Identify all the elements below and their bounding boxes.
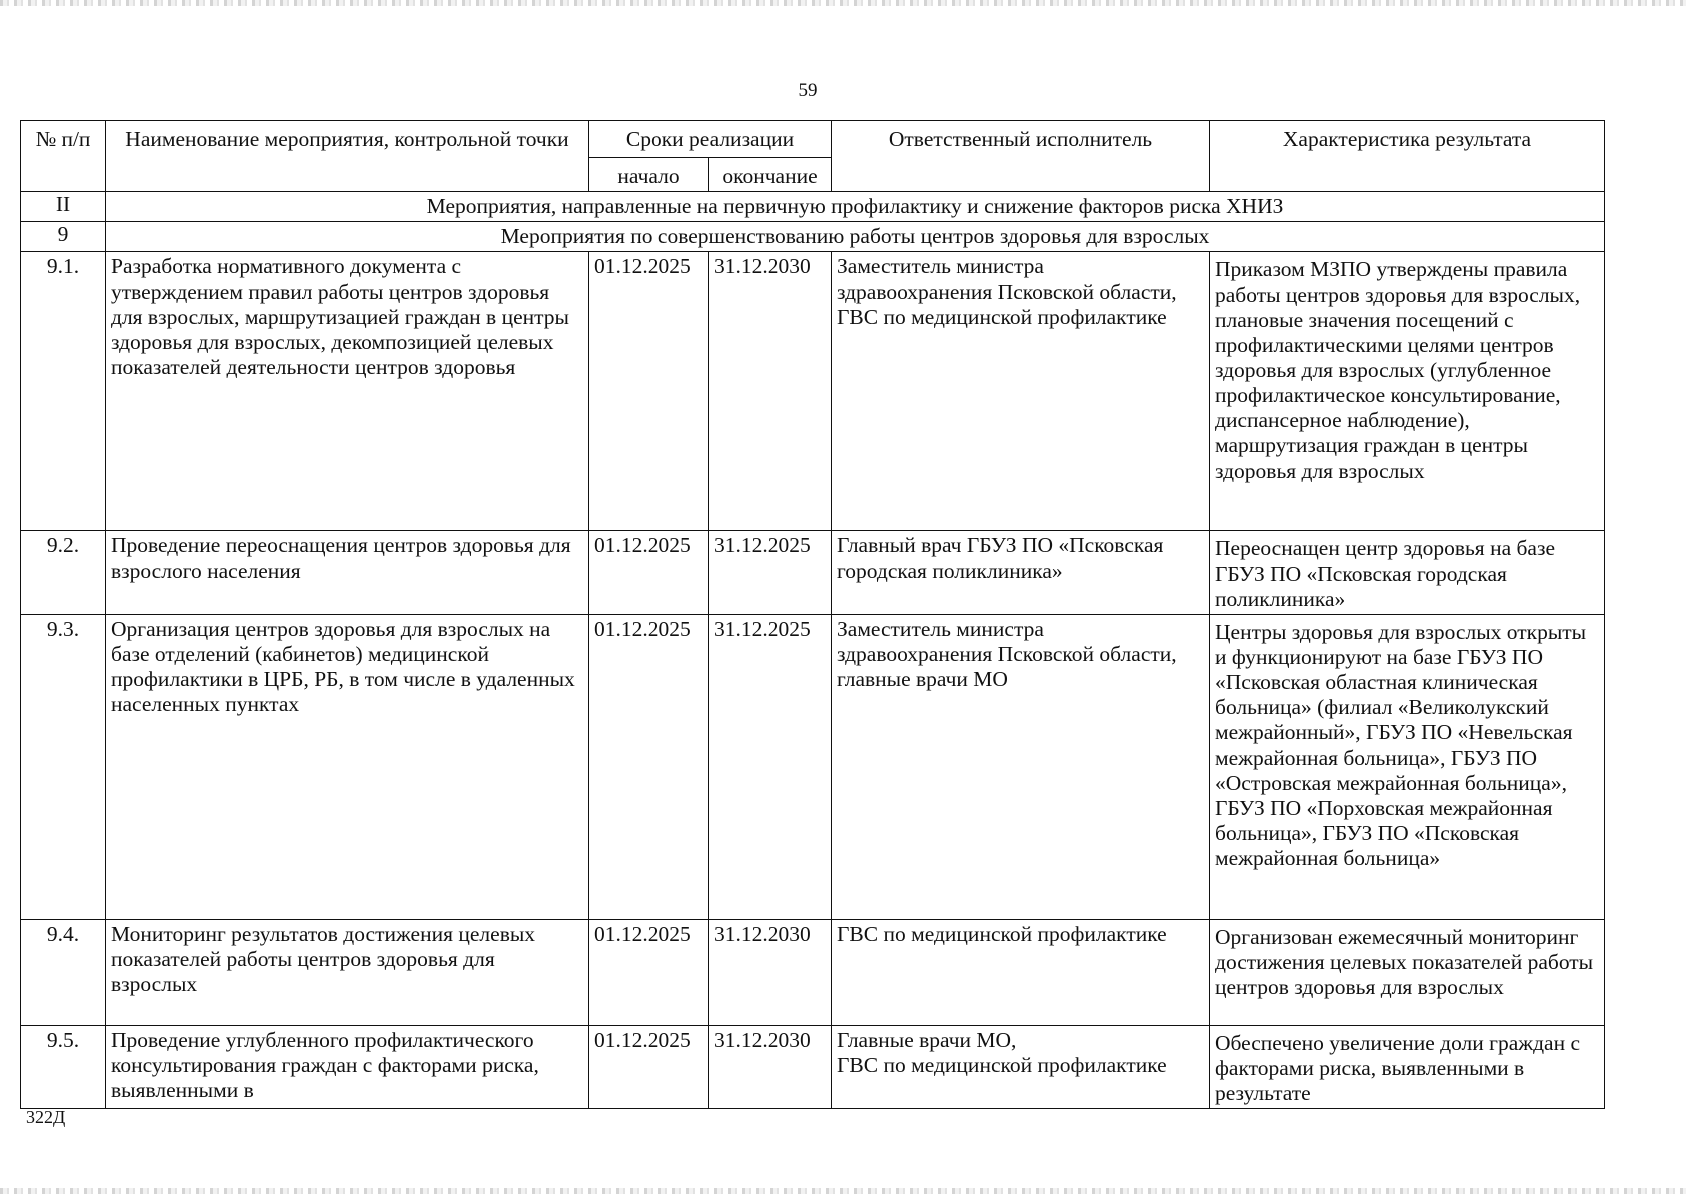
header-dates: Сроки реализации xyxy=(589,121,832,158)
responsible-line: главные врачи МО xyxy=(837,667,1008,692)
responsible-executor xyxy=(832,531,1210,614)
row-num: 9.5. xyxy=(21,1025,106,1108)
end-date: 31.12.2030 xyxy=(709,252,832,531)
header-responsible: Ответственный исполнитель xyxy=(832,121,1210,192)
end-date: 31.12.2030 xyxy=(709,1025,832,1108)
row-num: 9.4. xyxy=(21,919,106,1025)
header-name: Наименование мероприятия, контрольной точки xyxy=(106,121,589,192)
row-num: 9.1. xyxy=(21,252,106,531)
section-ii-num: II xyxy=(21,192,106,222)
result-description: Организован ежемесячный мониторинг достижения целевых показателей работы центров здоровья для взрослых xyxy=(1210,919,1605,1025)
activity-name: Проведение углубленного профилактического консультирования граждан с факторами риска, выявленными в xyxy=(106,1025,589,1108)
row-num: 9.2. xyxy=(21,531,106,614)
end-date: 31.12.2025 xyxy=(709,614,832,919)
responsible-executor xyxy=(832,614,1210,919)
result-description: Приказом МЗПО утверждены правила работы центров здоровья для взрослых, плановые значения посещений с профилактическими целями центров здоровья для взрослых (углубленное профилактическое консультирование, диспансерное наблюдение), маршрутизация граждан в центры здоровья для взрослых xyxy=(1210,252,1605,531)
section-ii-title: Мероприятия, направленные на первичную профилактику и снижение факторов риска ХНИЗ xyxy=(106,192,1605,222)
table-row xyxy=(21,531,1605,614)
result-description: Переоснащен центр здоровья на базе ГБУЗ ПО «Псковская городская поликлиника» xyxy=(1210,531,1605,614)
table-row xyxy=(21,919,1605,1025)
row-num: 9.3. xyxy=(21,614,106,919)
section-row-ii xyxy=(21,192,1605,222)
responsible-line: ГВС по медицинской профилактике xyxy=(837,304,1167,329)
responsible-line: Главный врач ГБУЗ ПО «Псковская городская поликлиника» xyxy=(837,533,1164,583)
activity-name: Мониторинг результатов достижения целевых показателей работы центров здоровья для взрослых xyxy=(106,919,589,1025)
activity-name: Проведение переоснащения центров здоровья для взрослого населения xyxy=(106,531,589,614)
result-description: Обеспечено увеличение доли граждан с факторами риска, выявленными в результате xyxy=(1210,1025,1605,1108)
table-row xyxy=(21,614,1605,919)
header-result: Характеристика результата xyxy=(1210,121,1605,192)
table-row xyxy=(21,1025,1605,1108)
activity-name: Разработка нормативного документа с утверждением правил работы центров здоровья для взрослых, маршрутизацией граждан в центры здоровья для взрослых, декомпозицией целевых показателей деятельности центров здоровья xyxy=(106,252,589,531)
table-row xyxy=(21,252,1605,531)
document-code: 322Д xyxy=(26,1107,66,1127)
start-date: 01.12.2025 xyxy=(589,531,709,614)
header-row xyxy=(21,121,1605,158)
start-date: 01.12.2025 xyxy=(589,919,709,1025)
activities-table xyxy=(20,120,1605,1109)
start-date: 01.12.2025 xyxy=(589,614,709,919)
start-date: 01.12.2025 xyxy=(589,252,709,531)
header-end: окончание xyxy=(709,158,832,192)
end-date: 31.12.2025 xyxy=(709,531,832,614)
responsible-line: Заместитель министра здравоохранения Псковской области, xyxy=(837,254,1177,304)
responsible-line: ГВС по медицинской профилактике xyxy=(837,921,1167,946)
end-date: 31.12.2030 xyxy=(709,919,832,1025)
responsible-executor xyxy=(832,252,1210,531)
responsible-line: Главные врачи МО, xyxy=(837,1027,1017,1052)
header-num: № п/п xyxy=(21,121,106,192)
scan-edge-bottom xyxy=(0,1188,1686,1194)
responsible-executor xyxy=(832,1025,1210,1108)
responsible-line: Заместитель министра здравоохранения Псковской области, xyxy=(837,616,1177,666)
section-9-num: 9 xyxy=(21,222,106,252)
result-description: Центры здоровья для взрослых открыты и функционируют на базе ГБУЗ ПО «Псковская областная клиническая больница» (филиал «Великолукский межрайонный», ГБУЗ ПО «Невельская межрайонная больница», ГБУЗ ПО «Островская межрайонная больница», ГБУЗ ПО «Порховская межрайонная больница», ГБУЗ ПО «Псковская межрайонная больница» xyxy=(1210,614,1605,919)
start-date: 01.12.2025 xyxy=(589,1025,709,1108)
section-row-9 xyxy=(21,222,1605,252)
section-9-title: Мероприятия по совершенствованию работы центров здоровья для взрослых xyxy=(106,222,1605,252)
scan-edge-top xyxy=(0,0,1686,6)
page-number: 59 xyxy=(798,80,818,101)
responsible-line: ГВС по медицинской профилактике xyxy=(837,1052,1167,1077)
header-start: начало xyxy=(589,158,709,192)
responsible-executor xyxy=(832,919,1210,1025)
activity-name: Организация центров здоровья для взрослых на базе отделений (кабинетов) медицинской профилактики в ЦРБ, РБ, в том числе в удаленных населенных пунктах xyxy=(106,614,589,919)
